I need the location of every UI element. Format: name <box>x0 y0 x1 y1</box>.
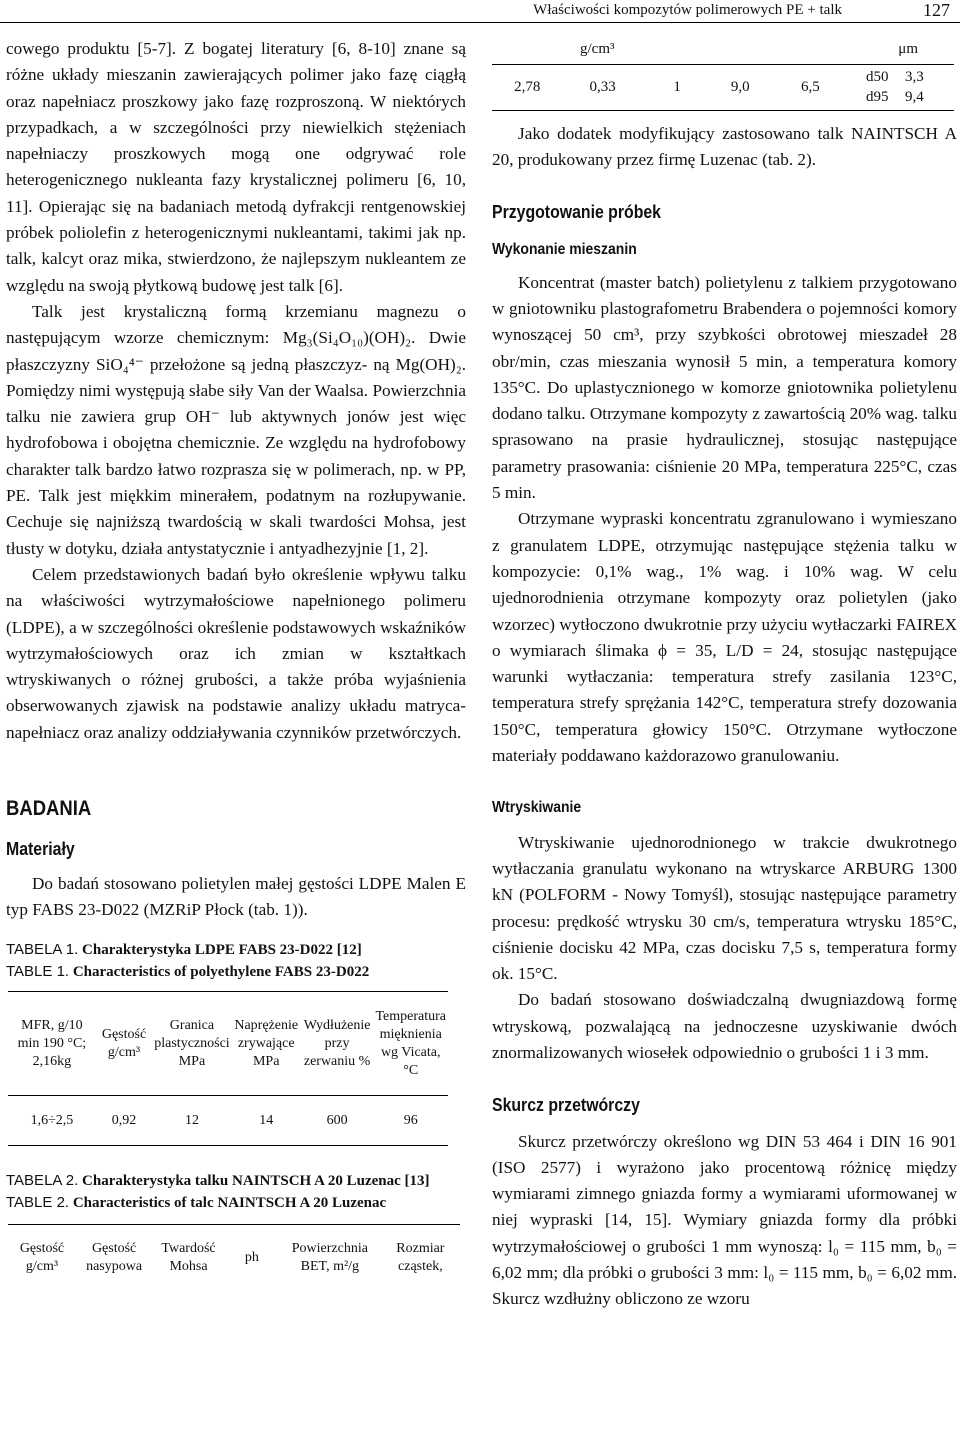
talc-text-5: lub aktywnych jonów jest więc hydrofobowa i obojętna chemicznie. Ze względu na hydrofobowy charakter talk bardzo łatwo rozprasza się w polimerach, np. w PP, PE. Talk jest miękkim minerałem, podatnym na rozłupywanie. Cechuje się najniższą twardością w skali twardości Mohsa, jest tłusty w dotyku, działa antystatycznie i antyadhezyjnie [1, 2]. <box>6 407 466 558</box>
paragraph-mould: Do badań stosowano doświadczalną dwugniazdową formę wtryskową, pozwalającą na jednoczesne uzyskiwanie dwóch znormalizowanych wiosełek odpowiednio o grubości 1 i 3 mm. <box>492 990 957 1062</box>
table2-header-bulk-density: Gęstość nasypowa <box>86 1240 143 1274</box>
paragraph-extrusion: Otrzymane wypraski koncentratu zgranulowano i wymieszano z granulatem LDPE, otrzymując następujące stężenia talku w kompozycie: 0,1% wag., 1% wag. i 10% wag. W celu ujednorodnienia otrzymane kompozyty oraz polietylen (jako wzorzec) wytłoczono dwukrotnie przy użyciu wytłaczarki FAIREX o wymiarach ślimaka ϕ = 35, L/D = 24, stosując następujące warunki wytłaczania: temperatura strefy zasilania 123°C, temperatura strefy sprężania 142°C, temperatura strefy dozowania 150°C, temperatura głowicy 150°C. Otrzymane wytłoczone materiały poddawano każdorazowo granulowaniu. <box>492 509 957 766</box>
table1 <box>8 991 448 1146</box>
subsection-heading-wtryskiwanie: Wtryskiwanie <box>492 799 582 817</box>
table1-cell: 96 <box>403 1112 418 1128</box>
table2-cell: 1 <box>673 79 681 95</box>
sio4-formula: SiO₄⁴⁻ <box>96 354 144 374</box>
table1-cell: 600 <box>326 1112 348 1128</box>
table2-header-particle-size: Rozmiar cząstek, <box>396 1240 445 1274</box>
table1-caption-pl: TABELA 1. Charakterystyka LDPE FABS 23-D022 [12] <box>6 941 362 959</box>
paragraph-mixing: Koncentrat (master batch) polietylenu z talkiem przygotowano w gniotowniku plastografometru Brabendera o pojemności komory wynoszącej 50 cm³, przy szybkości obrotowej mieszadeł 28 obr/min, czas mieszania wynosił 5 min, a temperatura komory 135°C. Do uplastycznionego w komorze gniotownika polietylenu dodano talku. Otrzymane kompozyty z zawartością 20% wag. talku sprasowano na prasie hydraulicznej, stosując następujące parametry prasowania: ciśnienie 20 MPa, temperatura 225°C, czas 5 min. <box>492 272 957 503</box>
table1-caption-en: TABLE 1. Characteristics of polyethylene FABS 23-D022 <box>6 963 370 981</box>
left-column <box>6 36 466 1291</box>
table2-caption-pl: TABELA 2. Charakterystyka talku NAINTSCH A 20 Luzenac [13] <box>6 1172 430 1190</box>
table2-caption-en: TABLE 2. Characteristics of talc NAINTSCH A 20 Luzenac <box>6 1194 387 1212</box>
table2-cell: 9,0 <box>730 79 750 95</box>
mgoh2-formula: Mg(OH)₂ <box>395 354 462 374</box>
subsection-heading-materialy: Materiały <box>6 839 75 860</box>
table2-unit-micrometer: μm <box>898 40 918 57</box>
section-heading-przygotowanie: Przygotowanie próbek <box>492 202 662 223</box>
page-number: 127 <box>923 0 950 20</box>
paragraph-aim: Celem przedstawionych badań było określenie wpływu talku na właściwości wytrzymałościowe napełnionego polimeru (LDPE), a w szczególności określenie podstawowych wskaźników wytrzymałościowych oraz ich zmian w kształtkach wtryskiwanych o różnej grubości, a także próba wyjaśnienia obserwowanych zjawisk na podstawie analizy układu matryca-napełniacz oraz analizy oddziaływania czynników przetwórczych. <box>6 564 466 742</box>
paragraph-additive: Jako dodatek modyfikujący zastosowano talk NAINTSCH A 20, produkowany przez firmę Luzenac (tab. 2). <box>492 123 957 169</box>
subsection-heading-wykonanie: Wykonanie mieszanin <box>492 241 637 259</box>
table1-cell: 1,6÷2,5 <box>30 1112 74 1128</box>
table2-header-bet: Powierzchnia BET, m²/g <box>291 1240 368 1274</box>
table2-cell: 0,33 <box>589 79 616 95</box>
table2-header-ph: ph <box>244 1249 259 1265</box>
table1-header-mfr: MFR, g/10 min 190 °C; 2,16kg <box>8 992 96 1096</box>
table2-cell: 6,5 <box>800 79 820 95</box>
table1-cell: 12 <box>184 1112 199 1128</box>
page-header <box>0 0 960 23</box>
table2-unit-density: g/cm³ <box>580 40 615 57</box>
paragraph-injection: Wtryskiwanie ujednorodnionego w trakcie dwukrotnego wytłaczania granulatu wykonano na wtryskarce ARBURG 1300 kN (POLFORM - Nowy Tomyśl), stosując następujące parametry procesu: prędkość wtrysku 30 cm/s, temperatura wtrysku 185°C, ciśnienie docisku 42 MPa, czas docisku 7,5 s, temperatura formy ok. 15°C. <box>492 832 957 984</box>
paragraph-talc <box>6 299 466 562</box>
paragraph-shrinkage: Skurcz przetwórczy określono wg DIN 53 464 i DIN 16 901 (ISO 2577) i wyrażono jako procentową różnicę między wymiarami zimnego gniazda formy a wymiarami uformowanej w niej wypraski [14, 15]. Wymiary gniazda formy dla próbki wytrzymałościowej o grubości 1 mm wynoszą: l₀ = 115 mm, b₀ = 6,02 mm; dla próbki o grubości 3 mm: l₀ = 115 mm, b₀ = 6,02 mm. Skurcz wzdłużny obliczono ze wzoru <box>492 1131 957 1309</box>
table1-header-stress: Naprężenie zrywające MPa <box>232 992 301 1096</box>
paragraph-materials: Do badań stosowano polietylen małej gęstości LDPE Malen E typ FABS 23-D022 (MZRiP Płock (tab. 1)). <box>6 873 466 919</box>
table1-header-yield: Granica plastyczności MPa <box>152 992 231 1096</box>
table2-continued <box>492 34 954 111</box>
oh-formula: OH⁻ <box>185 407 220 427</box>
talc-text-2: Dwie płaszczyzny <box>6 328 466 374</box>
section-heading-badania: BADANIA <box>6 797 92 821</box>
talc-text-3: przełożone są jedną płaszczyz- ną <box>143 354 396 374</box>
table1-cell: 14 <box>259 1112 274 1128</box>
table1-cell: 0,92 <box>111 1112 137 1128</box>
table2-header-density: Gęstość g/cm³ <box>19 1240 65 1274</box>
talc-text-4: . Pomiędzy nimi występują słabe siły Van der Waalsa. Powierzchnia talku nie zawiera grup <box>6 354 466 427</box>
table2-cell: 2,78 <box>514 79 541 95</box>
table2 <box>8 1224 460 1291</box>
table2-header-hardness: Twardość Mohsa <box>161 1240 216 1274</box>
paragraph-intro: cowego produktu [5-7]. Z bogatej literatury [6, 8-10] znane są różne układy mieszanin zawierających polimer jako fazę ciągłą oraz napełniacz proszkowy jako fazę rozproszoną. W niektórych przypadkach, a w szczególności przy niewielkich stężeniach napełniaczy proszkowych mogą one odgrywać role heterogenicznego nukleanta fazy krystalicznej polimeru [6, 10, 11]. Opierając się na badaniach metodą dyfrakcji rentgenowskiej próbek poliolefin z heterogenicznymi nukleantami, takimi jak np. talk, kalcyt oraz mika, stwierdzono, że najlepszym nukleantem ze względu na swoją płytkową budowę jest talk [6]. <box>6 39 466 295</box>
talc-formula: Mg₃(Si₄O₁₀)(OH)₂. <box>282 328 416 348</box>
table1-header-elongation: Wydłużenie przy zerwaniu % <box>301 992 374 1096</box>
table1-header-vicat: Temperatura mięknienia wg Vicata, °C <box>373 992 448 1096</box>
table2-size-values: 3,3 9,4 <box>904 69 924 105</box>
talc-text-1: Talk jest krystaliczną formą krzemianu magnezu o następującym wzorze chemicznym: <box>6 301 466 348</box>
table2-size-labels: d50 d95 <box>866 69 889 105</box>
right-column <box>492 34 957 1313</box>
section-heading-skurcz: Skurcz przetwórczy <box>492 1095 640 1116</box>
table1-header-density: Gęstość g/cm³ <box>96 992 152 1096</box>
running-title: Właściwości kompozytów polimerowych PE + talk <box>533 2 842 18</box>
